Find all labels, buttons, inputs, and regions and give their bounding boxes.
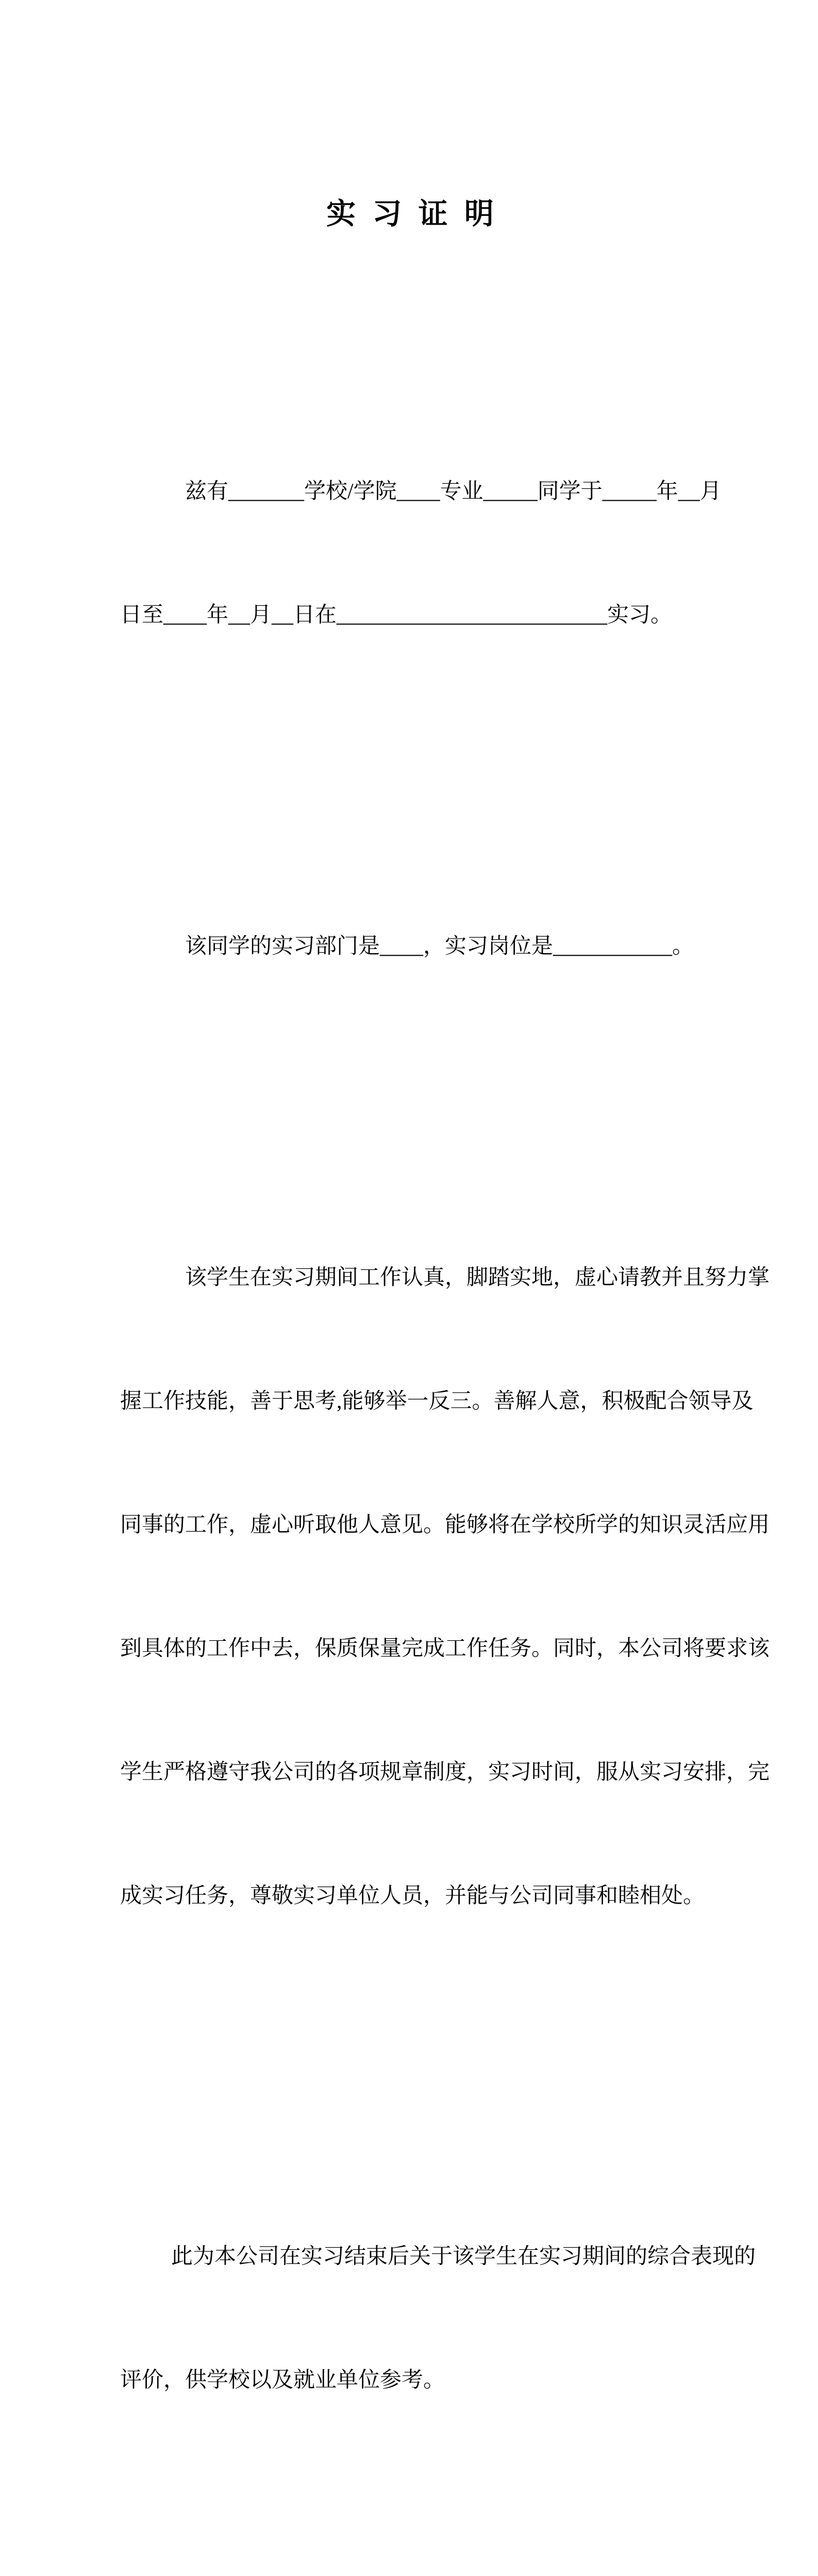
document-line: 日至____年__月__日在_________________________实习。 (120, 603, 673, 627)
document-line: 该同学的实习部门是____，实习岗位是___________。 (185, 935, 694, 958)
document-line: 该学生在实习期间工作认真，脚踏实地，虚心请教并且努力掌 (185, 1266, 770, 1290)
evaluation-paragraph (120, 1175, 770, 1999)
reference-paragraph (120, 2154, 756, 2483)
document-title: 实 习 证 明 (326, 198, 498, 230)
document-line: 学生严格遵守我公司的各项规章制度，实习时间，服从实习安排，完 (120, 1760, 770, 1784)
document-line: 握工作技能，善于思考,能够举一反三。善解人意，积极配合领导及 (120, 1389, 754, 1413)
document-line: 评价，供学校以及就业单位参考。 (120, 2368, 445, 2392)
department-position-paragraph (120, 843, 705, 1049)
certificate-document (120, 0, 770, 2576)
document-line: 成实习任务，尊敬实习单位人员，并能与公司同事和睦相处。 (120, 1884, 705, 1908)
document-line: 到具体的工作中去，保质保量完成工作任务。同时，本公司将要求该 (120, 1637, 770, 1660)
opening-paragraph (120, 388, 722, 718)
document-line: 此为本公司在实习结束后关于该学生在实习期间的综合表现的 (171, 2245, 756, 2268)
document-line: 兹有_______学校/学院____专业_____同学于_____年__月 (185, 480, 722, 503)
document-line: 同事的工作，虚心听取他人意见。能够将在学校所学的知识灵活应用 (120, 1513, 770, 1537)
